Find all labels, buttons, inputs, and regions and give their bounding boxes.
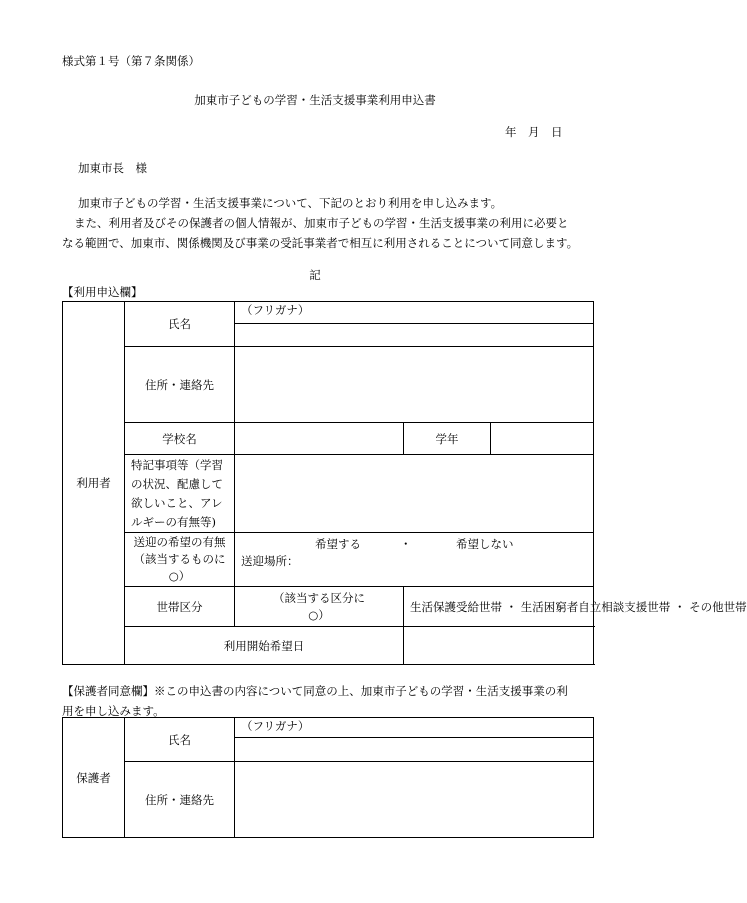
address-label: 住所・連絡先	[125, 347, 235, 423]
furigana-label: （フリガナ）	[241, 303, 310, 317]
guardian-address-label: 住所・連絡先	[125, 762, 235, 838]
consent-heading-line-2: 用を申し込みます。	[62, 704, 165, 718]
name-label: 氏名	[125, 302, 235, 347]
pickup-location-label: 送迎場所：	[241, 554, 299, 568]
guardian-address-field[interactable]	[235, 762, 594, 838]
transport-option-separator: ・	[400, 537, 412, 551]
intro-paragraph-1: 加東市子どもの学習・生活支援事業について、下記のとおり利用を申し込みます。	[78, 196, 503, 210]
user-label: 利用者	[63, 302, 125, 665]
transport-label-line: （該当するものに	[133, 552, 226, 566]
notes-label-line: ルギーの有無等)	[131, 514, 216, 529]
consent-heading-line-1: 【保護者同意欄】※この申込書の内容について同意の上、加東市子どもの学習・生活支援事業の利	[62, 684, 568, 698]
transport-field[interactable]	[235, 533, 594, 587]
addressee: 加東市長 様	[78, 161, 147, 175]
name-field[interactable]	[235, 324, 594, 347]
intro-paragraph-2-line-1: また、利用者及びその保護者の個人情報が、加東市子どもの学習・生活支援事業の利用に必要と	[74, 216, 569, 230]
notes-field[interactable]	[235, 455, 594, 533]
consent-heading	[62, 681, 602, 721]
form-number: 様式第１号（第７条関係）	[62, 54, 200, 68]
transport-label-line: 送迎の希望の有無	[133, 535, 226, 549]
intro-paragraph-2-line-2: なる範囲で、加東市、関係機関及び事業の受託事業者で相互に利用されることについて同意します。	[62, 236, 579, 250]
transport-label-line: ○）	[168, 569, 191, 583]
household-instruction	[235, 587, 404, 627]
application-table	[62, 301, 747, 665]
notes-label-line: の状況、配慮して	[131, 476, 223, 491]
transport-option-yes[interactable]: 希望する	[315, 537, 361, 551]
school-label: 学校名	[125, 423, 235, 455]
consent-table	[62, 717, 594, 838]
grade-field[interactable]	[491, 423, 594, 455]
address-field[interactable]	[235, 347, 594, 423]
form-title: 加東市子どもの学習・生活支援事業利用申込書	[194, 93, 436, 107]
application-heading: 【利用申込欄】	[62, 285, 143, 299]
notes-label	[125, 455, 235, 533]
date-line: 年 月 日	[505, 125, 563, 139]
intro-text	[62, 193, 602, 253]
notes-label-line: 欲しいこと、アレ	[131, 495, 223, 510]
guardian-name-field[interactable]	[235, 738, 594, 762]
guardian-furigana-field[interactable]	[235, 718, 594, 738]
furigana-field[interactable]	[235, 302, 594, 324]
notes-label-line: 特記事項等（学習	[131, 457, 223, 472]
guardian-name-label: 氏名	[125, 718, 235, 762]
household-instruction-line: ○）	[308, 607, 330, 622]
grade-label: 学年	[404, 423, 491, 455]
school-field[interactable]	[235, 423, 404, 455]
guardian-furigana-label: （フリガナ）	[241, 719, 310, 733]
transport-option-no[interactable]: 希望しない	[456, 537, 514, 551]
transport-options	[235, 536, 593, 553]
household-options[interactable]: 生活保護受給世帯 ・ 生活困窮者自立相談支援世帯 ・ その他世帯	[404, 587, 594, 627]
household-instruction-line: （該当する区分に	[273, 590, 365, 605]
ki-label: 記	[309, 268, 321, 282]
guardian-label: 保護者	[63, 718, 125, 838]
start-date-label: 利用開始希望日	[125, 627, 404, 665]
household-label: 世帯区分	[125, 587, 235, 627]
transport-label	[125, 533, 235, 587]
start-date-field[interactable]	[404, 627, 594, 665]
